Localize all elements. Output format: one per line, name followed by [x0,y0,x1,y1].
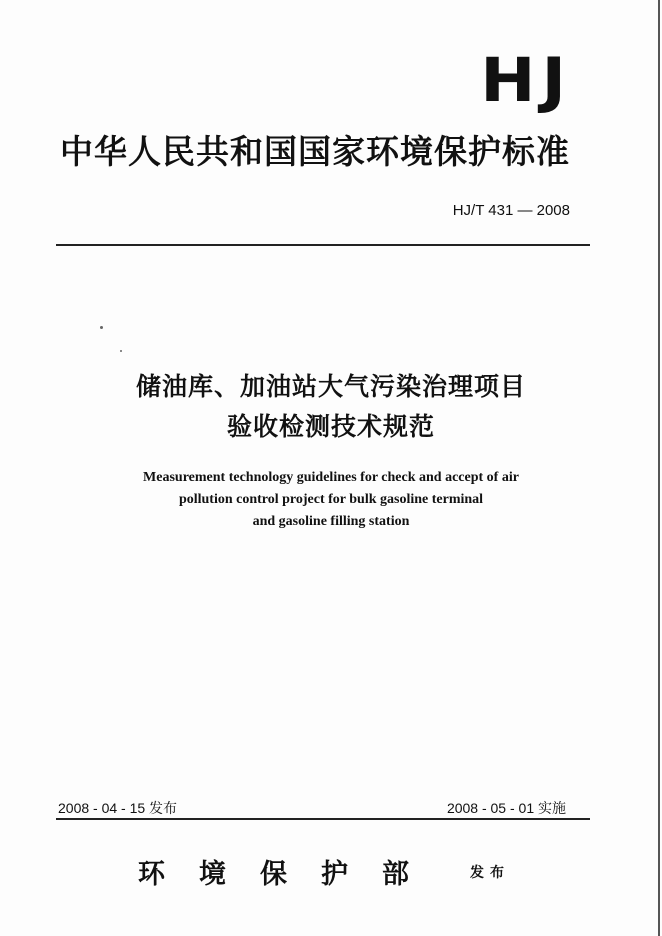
english-title-line-3: and gasoline filling station [252,514,410,529]
english-title-line-1: Measurement technology guidelines for check and accept of air [143,470,519,485]
issue-date: 2008 - 04 - 15 发布 [58,800,178,816]
publish-label: 发布 [470,865,510,881]
standard-code: HJ/T 431 — 2008 [452,202,570,219]
english-title-line-2: pollution control project for bulk gasoline terminal [178,492,484,507]
scan-speck [100,326,103,329]
page-edge [658,0,660,936]
standard-title: 中华人民共和国国家环境保护标准 [60,132,570,171]
scan-speck [120,350,122,352]
chinese-title-line-2: 验收检测技术规范 [226,412,435,441]
chinese-title-line-1: 储油库、加油站大气污染治理项目 [135,372,526,401]
hj-logo: HJ [480,45,572,116]
top-divider [56,244,590,246]
bottom-divider [56,818,590,820]
implementation-date: 2008 - 05 - 01 实施 [446,800,566,816]
issuing-ministry: 环境保护部 [138,859,443,890]
